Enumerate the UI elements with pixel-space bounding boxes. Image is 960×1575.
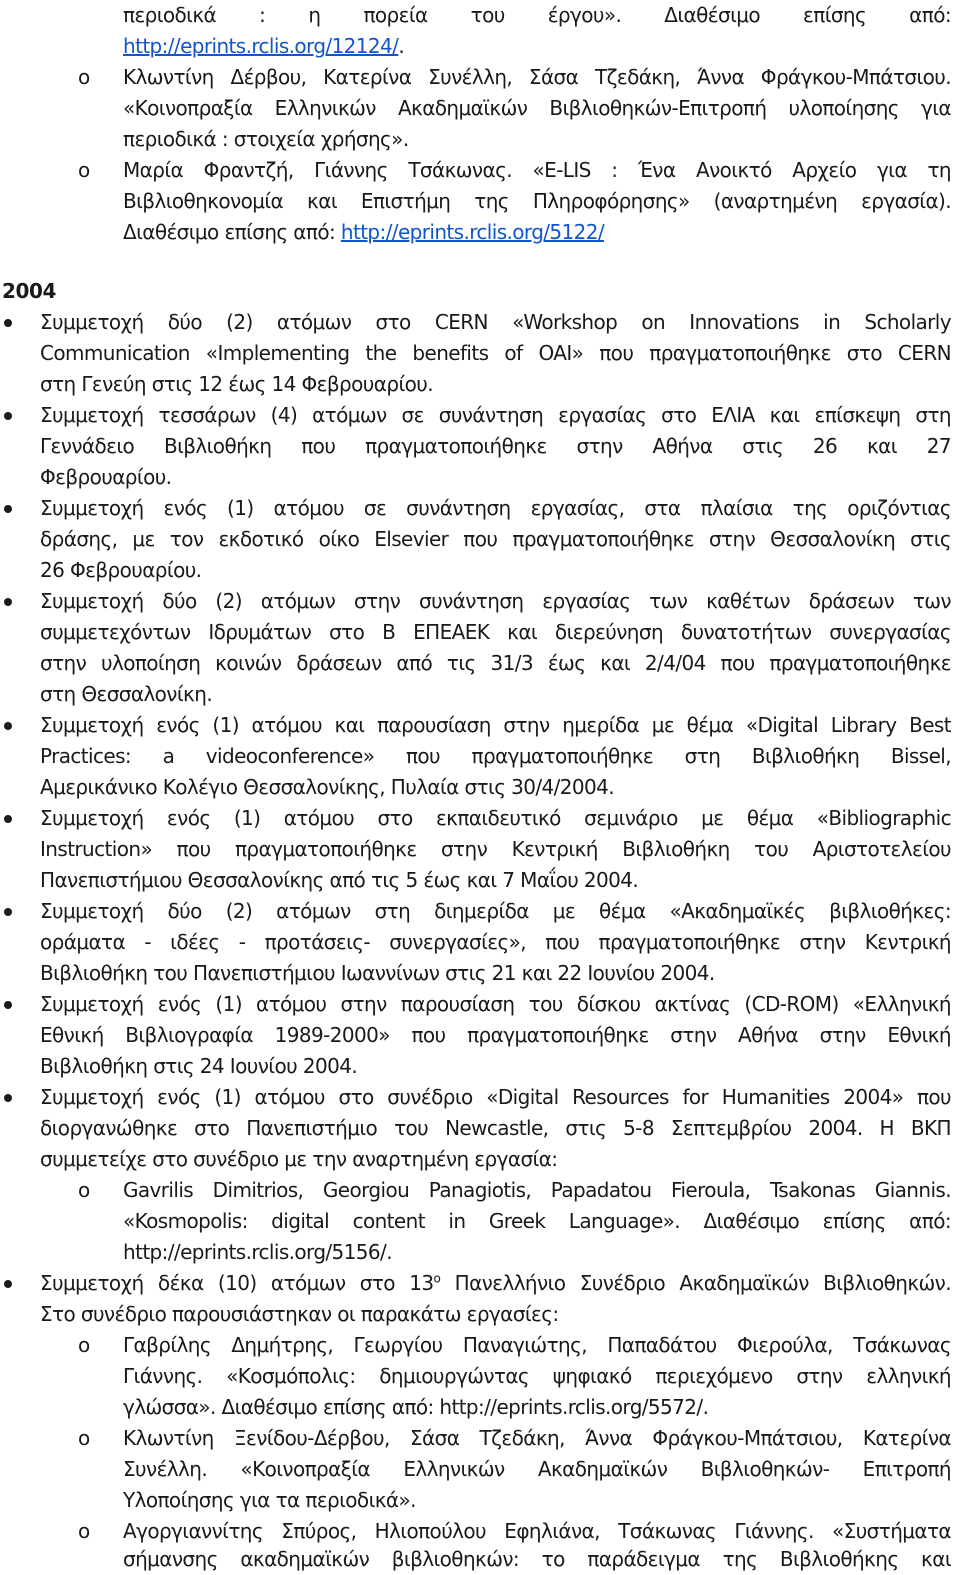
- bullet-icon: [4, 1280, 12, 1288]
- text-line: Μαρία Φραντζή, Γιάννης Τσάκωνας. «E-LIS : Ένα Ανοικτό Αρχείο για τη: [123, 158, 951, 182]
- text-line: Συμμετοχή ενός (1) ατόμου στην παρουσίαση του δίσκου ακτίνας (CD-ROM) «Ελληνική: [40, 992, 951, 1016]
- text-line: δράσης, με τον εκδοτικό οίκο Elsevier που πραγματοποιήθηκε στην Θεσσαλονίκη στις: [40, 527, 951, 551]
- text-line: Βιβλιοθήκη του Πανεπιστήμιου Ιωαννίνων στις 21 και 22 Ιουνίου 2004.: [40, 961, 715, 985]
- text-line: συμμετείχε στο συνέδριο με την αναρτημένη εργασία:: [40, 1147, 558, 1171]
- superscript: ο: [433, 1271, 441, 1286]
- text-line: Practices: a videoconference» που πραγματοποιήθηκε στη Βιβλιοθήκη Bissel,: [40, 744, 951, 768]
- text-line: «Κοινοπραξία Ελληνικών Ακαδημαϊκών Βιβλιοθηκών-Επιτροπή υλοποίησης για: [123, 96, 951, 120]
- text-line: Συμμετοχή τεσσάρων (4) ατόμων σε συνάντηση εργασίας στο ΕΛΙΑ και επίσκεψη στη: [40, 403, 951, 427]
- bullet-icon: [4, 598, 12, 606]
- text-line: Κλωντίνη Δέρβου, Κατερίνα Συνέλλη, Σάσα Τζεδάκη, Άννα Φράγκου-Μπάτσιου.: [123, 65, 951, 89]
- text-line: Συμμετοχή ενός (1) ατόμου σε συνάντηση εργασίας, στα πλαίσια της οριζόντιας: [40, 496, 951, 520]
- text-line: http://eprints.rclis.org/12124/.: [123, 34, 405, 58]
- text-line: Αγοργιαννίτης Σπύρος, Ηλιοπούλου Εφηλιάνα, Τσάκωνας Γιάννης. «Συστήματα: [123, 1519, 951, 1543]
- text-line: γλώσσα». Διαθέσιμο επίσης από: http://eprints.rclis.org/5572/.: [123, 1395, 709, 1419]
- link-eprints-12124[interactable]: http://eprints.rclis.org/12124/: [123, 34, 399, 58]
- text-line: Φεβρουαρίου.: [40, 465, 172, 489]
- text-line: Υλοποίησης για τα περιοδικά».: [123, 1488, 416, 1512]
- text-line: Πανεπιστήμιου Θεσσαλονίκης από τις 5 έως και 7 Μαΐου 2004.: [40, 868, 639, 892]
- bullet-icon: [4, 505, 12, 513]
- text-line: Γιάννης. «Κοσμόπολις: δημιουργώντας ψηφιακό περιεχόμενο στην ελληνική: [123, 1364, 951, 1388]
- text-line: Συνέλλη. «Κοινοπραξία Ελληνικών Ακαδημαϊκών Βιβλιοθηκών- Επιτροπή: [123, 1457, 951, 1481]
- text-line: Αμερικάνικο Κολέγιο Θεσσαλονίκης, Πυλαία στις 30/4/2004.: [40, 775, 615, 799]
- text-line: περιοδικά : στοιχεία χρήσης».: [123, 127, 409, 151]
- text-line: Συμμετοχή δύο (2) ατόμων στην συνάντηση εργασίας των καθέτων δράσεων των: [40, 589, 951, 613]
- text-line: Βιβλιοθηκονομία και Επιστήμη της Πληροφόρησης» (αναρτημένη εργασία).: [123, 189, 951, 213]
- text-line: οράματα - ιδέες - προτάσεις- συνεργασίες», που πραγματοποιήθηκε στην Κεντρική: [40, 930, 951, 954]
- bullet-icon: [4, 319, 12, 327]
- text-line: Συμμετοχή ενός (1) ατόμου και παρουσίαση στην ημερίδα με θέμα «Digital Library Best: [40, 713, 951, 737]
- text-line: Συμμετοχή ενός (1) ατόμου στο εκπαιδευτικό σεμινάριο με θέμα «Bibliographic: [40, 806, 951, 830]
- text-line: Συμμετοχή δύο (2) ατόμων στο CERN «Workshop on Innovations in Scholarly: [40, 310, 951, 334]
- text-line: στην υλοποίηση κοινών δράσεων από τις 31/3 έως και 2/4/04 που πραγματοποιήθηκε: [40, 651, 951, 675]
- sub-bullet-marker: o: [78, 1519, 91, 1543]
- text-line: 26 Φεβρουαρίου.: [40, 558, 202, 582]
- bullet-icon: [4, 908, 12, 916]
- text-line: Συμμετοχή δύο (2) ατόμων στη διημερίδα με θέμα «Ακαδημαϊκές βιβλιοθήκες:: [40, 899, 951, 923]
- bullet-icon: [4, 1001, 12, 1009]
- text-line: Communication «Implementing the benefits of OAI» που πραγματοποιήθηκε στο CERN: [40, 341, 951, 365]
- text-line: Instruction» που πραγματοποιήθηκε στην Κεντρική Βιβλιοθήκη του Αριστοτελείου: [40, 837, 951, 861]
- text-line: Συμμετοχή ενός (1) ατόμου στο συνέδριο «Digital Resources for Humanities 2004» που: [40, 1085, 951, 1109]
- text-line: Γεννάδειο Βιβλιοθήκη που πραγματοποιήθηκε στην Αθήνα στις 26 και 27: [40, 434, 951, 458]
- link-eprints-5122[interactable]: http://eprints.rclis.org/5122/: [340, 220, 605, 244]
- text-line: στη Θεσσαλονίκη.: [40, 682, 213, 706]
- text-line: «Kosmopolis: digital content in Greek Language». Διαθέσιμο επίσης από:: [123, 1209, 951, 1233]
- sub-bullet-marker: o: [78, 65, 91, 89]
- text-line: Συμμετοχή δέκα (10) ατόμων στο $13^o$ Πανελλήνιο Συνέδριο Ακαδημαϊκών Βιβλιοθηκών.: [40, 1271, 951, 1295]
- sub-bullet-marker: o: [78, 1333, 91, 1357]
- text-line: Διαθέσιμο επίσης από: http://eprints.rclis.org/5122/: [123, 220, 605, 244]
- sub-bullet-marker: o: [78, 158, 91, 182]
- text-line: Κλωντίνη Ξενίδου-Δέρβου, Σάσα Τζεδάκη, Άννα Φράγκου-Μπάτσιου, Κατερίνα: [123, 1426, 951, 1450]
- bullet-icon: [4, 815, 12, 823]
- text-line: στη Γενεύη στις 12 έως 14 Φεβρουαρίου.: [40, 372, 433, 396]
- text-line: http://eprints.rclis.org/5156/.: [123, 1240, 392, 1264]
- text-line: σήμανσης ακαδημαϊκών βιβλιοθηκών: το παράδειγμα της Βιβλιοθήκης και: [123, 1547, 951, 1571]
- text-line: περιοδικά : η πορεία του έργου». Διαθέσιμο επίσης από:: [123, 3, 951, 27]
- bullet-icon: [4, 722, 12, 730]
- bullet-icon: [4, 1094, 12, 1102]
- year-heading: 2004: [2, 279, 57, 303]
- sub-bullet-marker: o: [78, 1426, 91, 1450]
- text-line: Γαβρίλης Δημήτρης, Γεωργίου Παναγιώτης, Παπαδάτου Φιερούλα, Τσάκωνας: [123, 1333, 951, 1357]
- text-line: Βιβλιοθήκη στις 24 Ιουνίου 2004.: [40, 1054, 358, 1078]
- text-line: διοργανώθηκε στο Πανεπιστήμιο του Newcastle, στις 5-8 Σεπτεμβρίου 2004. Η ΒΚΠ: [40, 1116, 951, 1140]
- text-line: συμμετεχόντων Ιδρυμάτων στο Β ΕΠΕΑΕΚ και διερεύνηση δυνατοτήτων συνεργασίας: [40, 620, 951, 644]
- sub-bullet-marker: o: [78, 1178, 91, 1202]
- text-line: Στο συνέδριο παρουσιάστηκαν οι παρακάτω εργασίες:: [40, 1302, 559, 1326]
- bullet-icon: [4, 412, 12, 420]
- text-line: Gavrilis Dimitrios, Georgiou Panagiotis, Papadatou Fieroula, Tsakonas Giannis.: [123, 1178, 951, 1202]
- text-line: Εθνική Βιβλιογραφία 1989-2000» που πραγματοποιήθηκε στην Αθήνα στην Εθνική: [40, 1023, 951, 1047]
